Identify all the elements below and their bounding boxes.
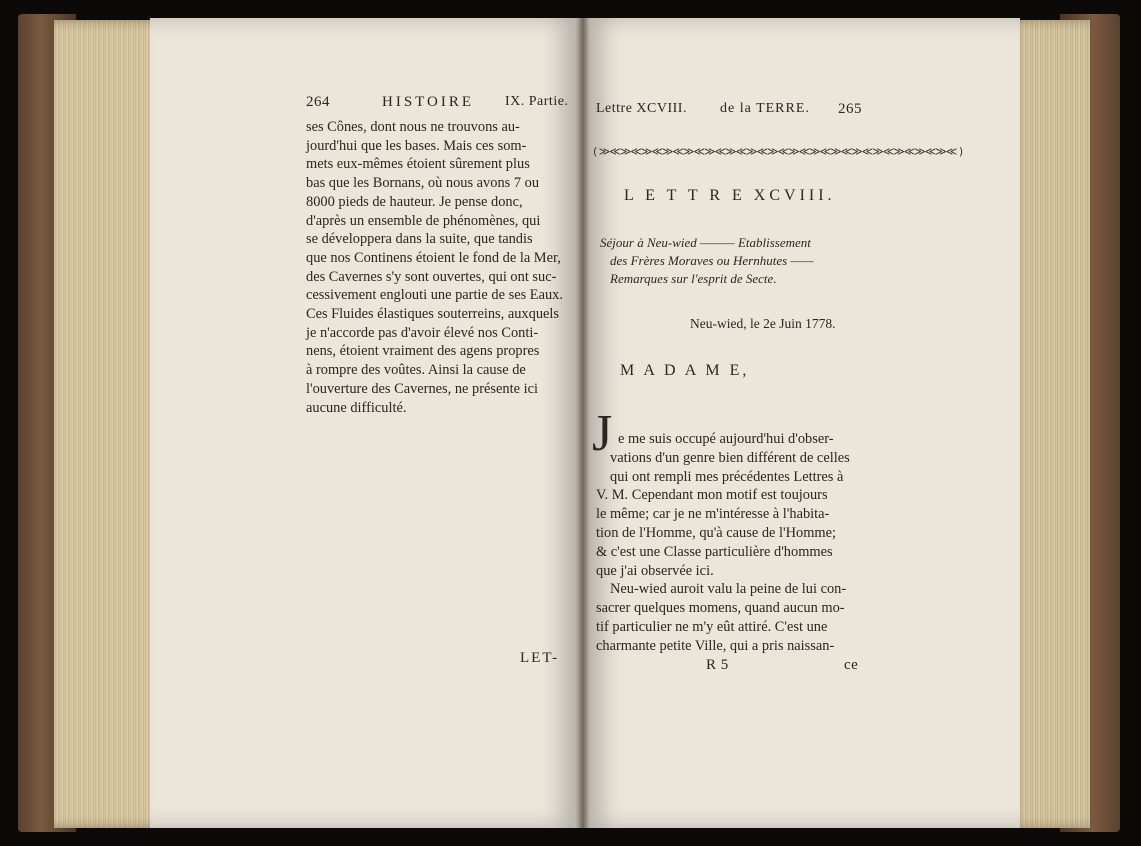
left-text-line: aucune difficulté. bbox=[306, 399, 407, 416]
summary-line-2: des Frères Moraves ou Hernhutes —— bbox=[610, 253, 814, 268]
left-text-line: à rompre des voûtes. Ainsi la cause de bbox=[306, 362, 526, 379]
salutation: M A D A M E, bbox=[620, 362, 750, 379]
right-text-line: Neu-wied auroit valu la peine de lui con- bbox=[610, 581, 847, 598]
left-text-line: jourd'hui que les bases. Mais ces som- bbox=[306, 137, 527, 154]
left-text-line: mets eux-mêmes étoient sûrement plus bbox=[306, 156, 530, 173]
left-text-line: 8000 pieds de hauteur. Je pense donc, bbox=[306, 193, 523, 210]
right-page bbox=[584, 18, 1020, 828]
left-text-line: des Cavernes s'y sont ouvertes, qui ont suc- bbox=[306, 268, 557, 285]
right-running-title-right: de la TERRE. bbox=[720, 101, 810, 116]
left-text-line: cessivement englouti une partie de ses Eaux. bbox=[306, 287, 563, 304]
right-text-line: le même; car je ne m'intéresse à l'habita- bbox=[596, 506, 830, 523]
right-text-line: tif particulier ne m'y eût attiré. C'est une bbox=[596, 619, 828, 635]
right-catchword: ce bbox=[844, 657, 859, 673]
left-text-line: bas que les Bornans, où nous avons 7 ou bbox=[306, 175, 540, 192]
left-text-line: que nos Continens étoient le fond de la Mer, bbox=[306, 249, 561, 266]
left-text-line: d'après un ensemble de phénomènes, qui bbox=[306, 212, 541, 229]
left-catchword: LET- bbox=[520, 650, 560, 666]
left-section-label: IX. Partie. bbox=[505, 94, 569, 109]
right-page-number: 265 bbox=[838, 101, 862, 117]
dateline: Neu-wied, le 2e Juin 1778. bbox=[690, 316, 836, 331]
signature-mark: R 5 bbox=[706, 657, 729, 673]
right-text-line: qui ont rempli mes précédentes Lettres à bbox=[610, 468, 844, 485]
summary-line-3: Remarques sur l'esprit de Secte. bbox=[610, 271, 777, 286]
left-page-number: 264 bbox=[306, 94, 330, 110]
right-text-line: charmante petite Ville, qui a pris naissan- bbox=[596, 637, 835, 654]
open-book bbox=[18, 14, 1120, 832]
ornamental-band: ( ≫≪≫≪≫≪≫≪≫≪≫≪≫≪≫≪≫≪≫≪≫≪≫≪≫≪≫≪≫≪≫≪≫≪ ) bbox=[593, 145, 963, 158]
right-text-line: & c'est une Classe particulière d'hommes bbox=[596, 543, 833, 560]
right-text-line: sacrer quelques momens, quand aucun mo- bbox=[596, 600, 845, 617]
left-text-line: Ces Fluides élastiques souterreins, auxquels bbox=[306, 306, 559, 322]
right-text-line: vations d'un genre bien différent de celles bbox=[610, 449, 850, 466]
left-text-line: ses Cônes, dont nous ne trouvons au- bbox=[306, 119, 520, 135]
right-text-line: V. M. Cependant mon motif est toujours bbox=[596, 487, 828, 504]
right-running-title-left: Lettre XCVIII. bbox=[596, 101, 687, 116]
left-text-line: nens, étoient vraiment des agens propres bbox=[306, 343, 540, 360]
letter-title: L E T T R E XCVIII. bbox=[624, 187, 836, 204]
drop-cap: J bbox=[592, 405, 613, 462]
right-text-line: que j'ai observée ici. bbox=[596, 562, 714, 579]
left-running-title: HISTOIRE bbox=[382, 94, 475, 110]
left-text-line: je n'accorde pas d'avoir élevé nos Conti- bbox=[306, 324, 539, 341]
book-gutter bbox=[576, 18, 590, 828]
summary-line-1: Séjour à Neu-wied ——— Etablissement bbox=[600, 235, 811, 250]
right-text-line: e me suis occupé aujourd'hui d'obser- bbox=[618, 431, 834, 447]
left-text-line: l'ouverture des Cavernes, ne présente ici bbox=[306, 380, 538, 397]
right-text-line: tion de l'Homme, qu'à cause de l'Homme; bbox=[596, 525, 836, 541]
left-text-line: se développera dans la suite, que tandis bbox=[306, 231, 533, 248]
